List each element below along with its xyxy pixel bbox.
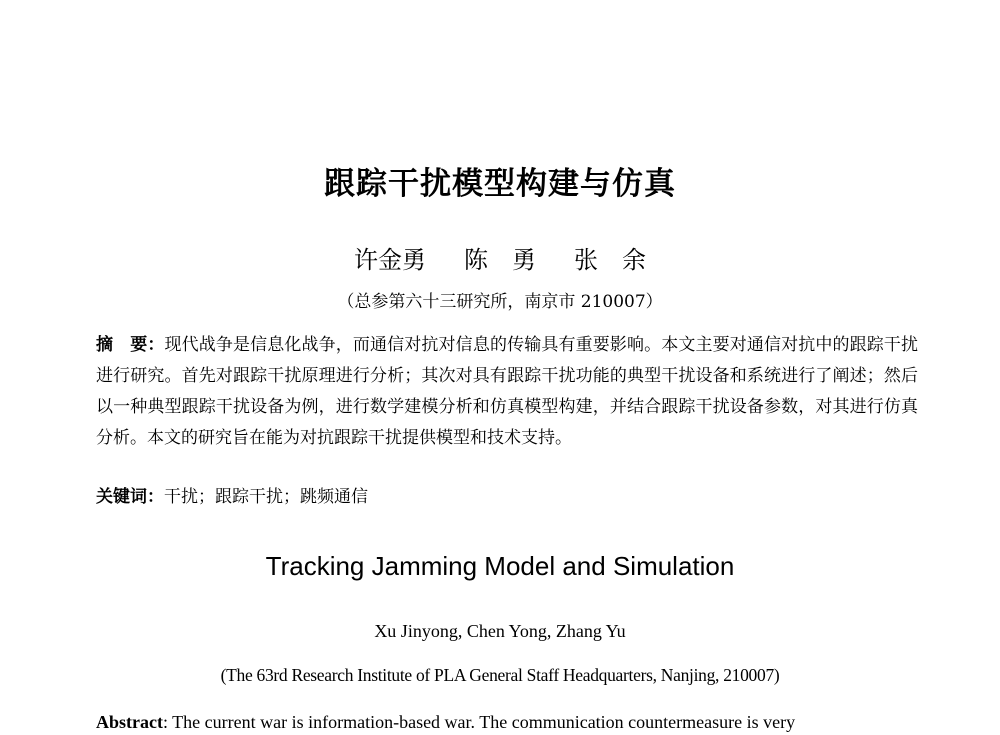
english-authors: Xu Jinyong, Chen Yong, Zhang Yu — [374, 621, 626, 641]
english-abstract-label: Abstract — [96, 712, 163, 732]
chinese-keywords — [96, 484, 918, 510]
english-abstract — [96, 709, 918, 735]
english-affiliation: (The 63rd Research Institute of PLA General Staff Headquarters, Nanjing, 210007) — [220, 665, 780, 685]
chinese-keywords-label: 关键词： — [96, 487, 164, 507]
chinese-author-3: 张 余 — [574, 246, 646, 274]
english-title: Tracking Jamming Model and Simulation — [265, 551, 735, 581]
chinese-keywords-text: 干扰；跟踪干扰；跳频通信 — [164, 487, 368, 507]
chinese-author-2: 陈 勇 — [464, 246, 536, 274]
chinese-author-list — [0, 240, 1000, 275]
chinese-abstract-text: 现代战争是信息化战争，而通信对抗对信息的传输具有重要影响。本文主要对通信对抗中的跟踪干扰进行研究。首先对跟踪干扰原理进行分析；其次对具有跟踪干扰功能的典型干扰设备和系统进行了阐述；然后以一种典型跟踪干扰设备为例，进行数学建模分析和仿真模型构建，并结合跟踪干扰设备参数，对其进行仿真分析。本文的研究旨在能为对抗跟踪干扰提供模型和技术支持。 — [96, 335, 919, 448]
chinese-title: 跟踪干扰模型构建与仿真 — [324, 166, 676, 202]
chinese-author-1: 许金勇 — [354, 246, 426, 274]
english-abstract-text: : The current war is information-based war. The communication countermeasure is very — [162, 712, 796, 732]
chinese-affiliation: （总参第六十三研究所，南京市 210007） — [337, 292, 663, 312]
chinese-abstract-label: 摘 要： — [96, 335, 165, 355]
chinese-abstract — [96, 330, 918, 454]
